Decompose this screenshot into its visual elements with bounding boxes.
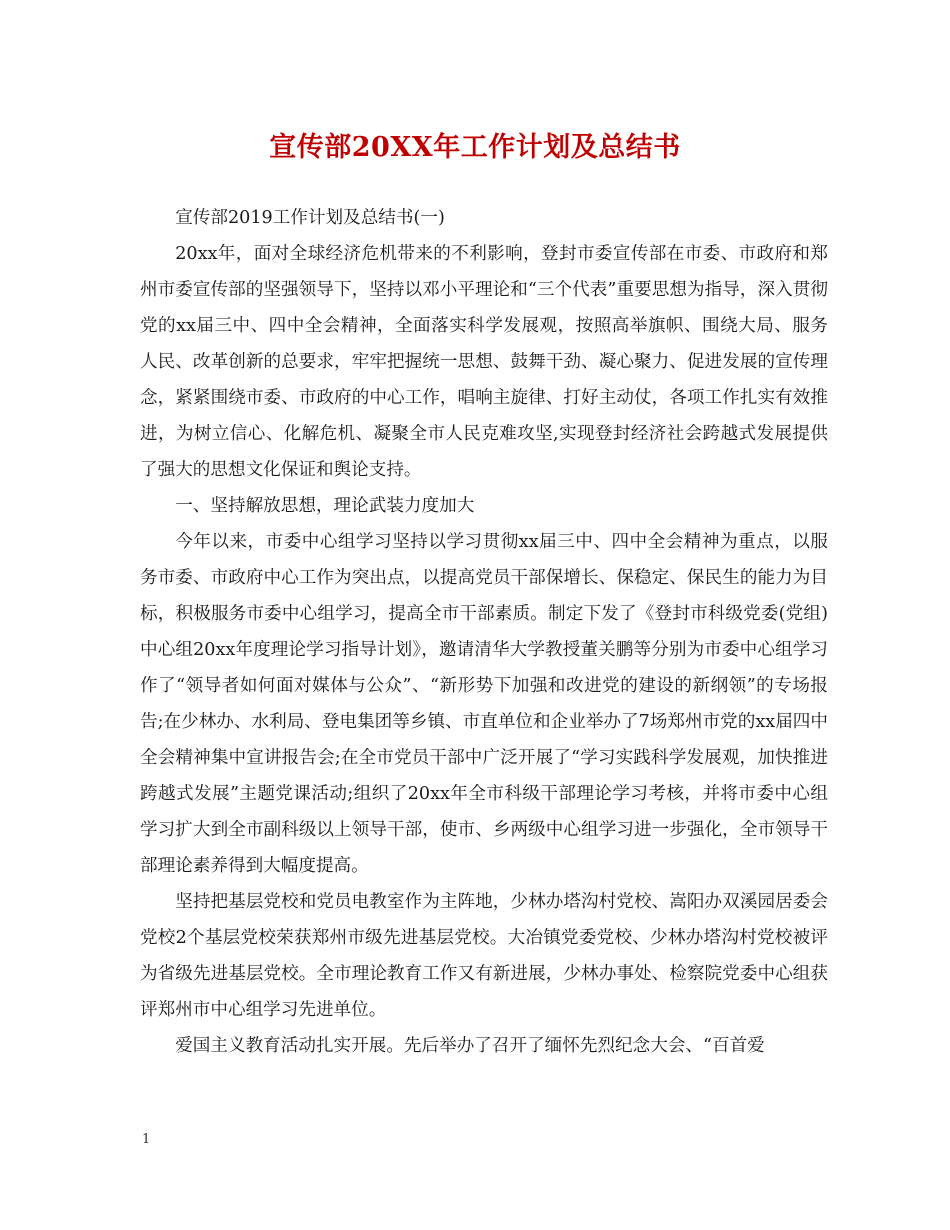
- body-paragraph: 坚持把基层党校和党员电教室作为主阵地，少林办塔沟村党校、嵩阳办双溪园居委会党校2个基层党校荣获郑州市级先进基层党校。大冶镇党委党校、少林办塔沟村党校被评为省级先进基层党校。全市理论教育工作又有新进展，少林办事处、检察院党委中心组获评郑州市中心组学习先进单位。: [140, 892, 828, 1020]
- subtitle-paragraph: 宣传部2019工作计划及总结书(一): [175, 208, 445, 228]
- document-title: 宣传部20XX年工作计划及总结书: [269, 132, 681, 163]
- section-heading: 一、坚持解放思想，理论武装力度加大: [175, 496, 475, 516]
- body-paragraph: 今年以来，市委中心组学习坚持以学习贯彻xx届三中、四中全会精神为重点，以服务市委、市政府中心工作为突出点，以提高党员干部保增长、保稳定、保民生的能力为目标，积极服务市委中心组学习，提高全市干部素质。制定下发了《登封市科级党委(党组)中心组20xx年度理论学习指导计划》，邀请清华大学教授董关鹏等分别为市委中心组学习作了“领导者如何面对媒体与公众”、“新形势下加强和改进党的建设的新纲领”的专场报告;在少林办、水利局、登电集团等乡镇、市直单位和企业举办了7场郑州市党的xx届四中全会精神集中宣讲报告会;在全市党员干部中广泛开展了“学习实践科学发展观，加快推进跨越式发展”主题党课活动;组织了20xx年全市科级干部理论学习考核，并将市委中心组学习扩大到全市副科级以上领导干部，使市、乡两级中心组学习进一步强化，全市领导干部理论素养得到大幅度提高。: [140, 532, 828, 876]
- intro-paragraph: 20xx年，面对全球经济危机带来的不利影响，登封市委宣传部在市委、市政府和郑州市委宣传部的坚强领导下，坚持以邓小平理论和“三个代表”重要思想为指导，深入贯彻党的xx届三中、四中全会精神，全面落实科学发展观，按照高举旗帜、围绕大局、服务人民、改革创新的总要求，牢牢把握统一思想、鼓舞干劲、凝心聚力、促进发展的宣传理念，紧紧围绕市委、市政府的中心工作，唱响主旋律、打好主动仗，各项工作扎实有效推进，为树立信心、化解危机、凝聚全市人民克难攻坚,实现登封经济社会跨越式发展提供了强大的思想文化保证和舆论支持。: [140, 244, 828, 480]
- body-paragraph: 爱国主义教育活动扎实开展。先后举办了召开了缅怀先烈纪念大会、“百首爱: [175, 1036, 765, 1056]
- document-body: [140, 200, 828, 1064]
- page-number: 1: [142, 1132, 151, 1147]
